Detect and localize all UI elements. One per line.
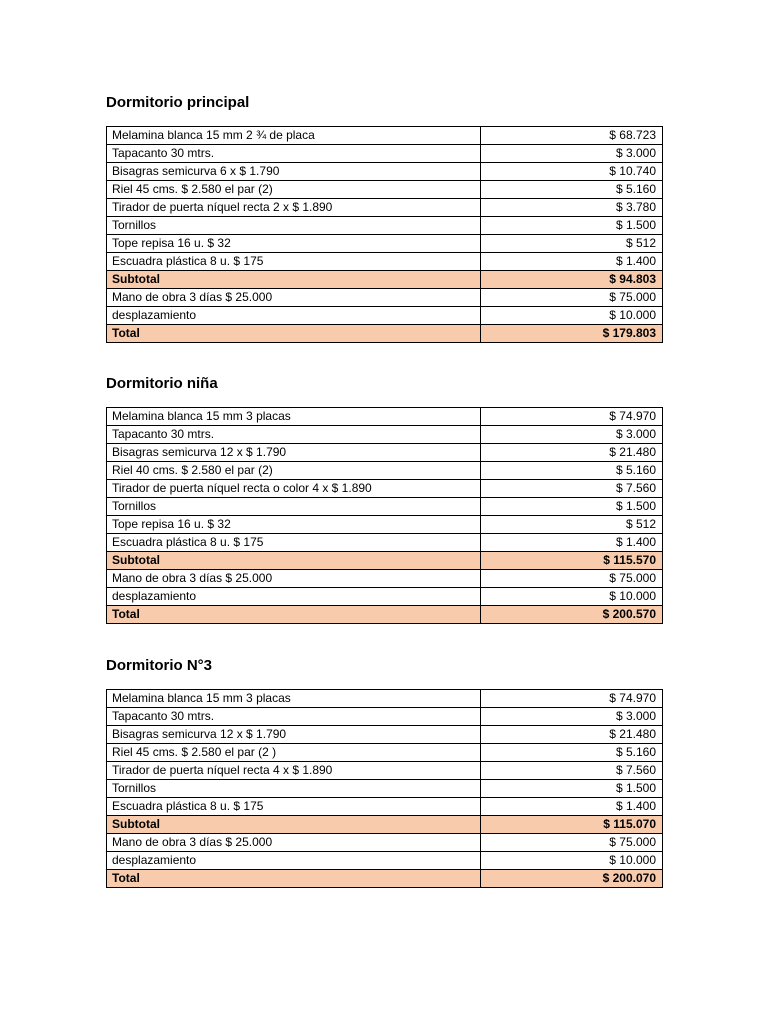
- item-amount: $ 3.000: [481, 145, 663, 163]
- item-amount: $ 75.000: [481, 834, 663, 852]
- item-description: Bisagras semicurva 12 x $ 1.790: [107, 726, 481, 744]
- item-amount: $ 10.000: [481, 307, 663, 325]
- item-description: Total: [107, 325, 481, 343]
- table-row: [107, 127, 663, 145]
- item-amount: $ 5.160: [481, 181, 663, 199]
- budget-table: [106, 689, 663, 888]
- item-amount: $ 200.570: [481, 606, 663, 624]
- table-row: [107, 780, 663, 798]
- item-description: Escuadra plástica 8 u. $ 175: [107, 798, 481, 816]
- summary-row: [107, 271, 663, 289]
- summary-row: [107, 870, 663, 888]
- item-amount: $ 75.000: [481, 570, 663, 588]
- section-title: Dormitorio principal: [106, 94, 250, 111]
- item-amount: $ 1.500: [481, 498, 663, 516]
- table-row: [107, 498, 663, 516]
- item-description: Mano de obra 3 días $ 25.000: [107, 289, 481, 307]
- item-amount: $ 115.570: [481, 552, 663, 570]
- table-row: [107, 852, 663, 870]
- table-row: [107, 444, 663, 462]
- item-amount: $ 1.500: [481, 780, 663, 798]
- item-description: Melamina blanca 15 mm 2 ¾ de placa: [107, 127, 481, 145]
- item-description: Riel 45 cms. $ 2.580 el par (2 ): [107, 744, 481, 762]
- table-row: [107, 762, 663, 780]
- table-row: [107, 199, 663, 217]
- item-description: Tapacanto 30 mtrs.: [107, 426, 481, 444]
- table-row: [107, 480, 663, 498]
- item-description: Bisagras semicurva 12 x $ 1.790: [107, 444, 481, 462]
- summary-row: [107, 552, 663, 570]
- item-description: Tirador de puerta níquel recta 4 x $ 1.890: [107, 762, 481, 780]
- item-description: Mano de obra 3 días $ 25.000: [107, 570, 481, 588]
- summary-row: [107, 325, 663, 343]
- item-amount: $ 1.400: [481, 534, 663, 552]
- item-description: Subtotal: [107, 552, 481, 570]
- item-description: Tirador de puerta níquel recta o color 4 x $ 1.890: [107, 480, 481, 498]
- item-description: Tornillos: [107, 217, 481, 235]
- section-title: Dormitorio niña: [106, 375, 218, 392]
- table-row: [107, 744, 663, 762]
- item-description: desplazamiento: [107, 588, 481, 606]
- item-description: Total: [107, 870, 481, 888]
- table-row: [107, 235, 663, 253]
- table-row: [107, 217, 663, 235]
- summary-row: [107, 816, 663, 834]
- item-amount: $ 5.160: [481, 462, 663, 480]
- table-row: [107, 408, 663, 426]
- table-row: [107, 726, 663, 744]
- item-description: Subtotal: [107, 816, 481, 834]
- item-description: Tapacanto 30 mtrs.: [107, 145, 481, 163]
- table-row: [107, 834, 663, 852]
- item-description: Tope repisa 16 u. $ 32: [107, 235, 481, 253]
- item-description: Tope repisa 16 u. $ 32: [107, 516, 481, 534]
- item-description: desplazamiento: [107, 852, 481, 870]
- item-amount: $ 10.000: [481, 588, 663, 606]
- item-description: Melamina blanca 15 mm 3 placas: [107, 408, 481, 426]
- item-amount: $ 3.000: [481, 708, 663, 726]
- item-description: Riel 40 cms. $ 2.580 el par (2): [107, 462, 481, 480]
- item-amount: $ 74.970: [481, 408, 663, 426]
- item-description: Melamina blanca 15 mm 3 placas: [107, 690, 481, 708]
- table-row: [107, 570, 663, 588]
- item-description: desplazamiento: [107, 307, 481, 325]
- budget-table: [106, 407, 663, 624]
- table-row: [107, 708, 663, 726]
- table-row: [107, 253, 663, 271]
- item-amount: $ 512: [481, 516, 663, 534]
- table-row: [107, 145, 663, 163]
- item-description: Tapacanto 30 mtrs.: [107, 708, 481, 726]
- item-description: Bisagras semicurva 6 x $ 1.790: [107, 163, 481, 181]
- budget-table: [106, 126, 663, 343]
- item-amount: $ 94.803: [481, 271, 663, 289]
- item-amount: $ 512: [481, 235, 663, 253]
- item-description: Tornillos: [107, 498, 481, 516]
- item-amount: $ 7.560: [481, 480, 663, 498]
- item-amount: $ 179.803: [481, 325, 663, 343]
- item-description: Total: [107, 606, 481, 624]
- item-amount: $ 21.480: [481, 726, 663, 744]
- item-description: Escuadra plástica 8 u. $ 175: [107, 253, 481, 271]
- item-description: Escuadra plástica 8 u. $ 175: [107, 534, 481, 552]
- item-description: Tirador de puerta níquel recta 2 x $ 1.890: [107, 199, 481, 217]
- table-row: [107, 163, 663, 181]
- table-row: [107, 181, 663, 199]
- item-amount: $ 21.480: [481, 444, 663, 462]
- table-row: [107, 289, 663, 307]
- item-amount: $ 75.000: [481, 289, 663, 307]
- table-row: [107, 534, 663, 552]
- item-amount: $ 115.070: [481, 816, 663, 834]
- item-amount: $ 3.780: [481, 199, 663, 217]
- item-amount: $ 200.070: [481, 870, 663, 888]
- item-amount: $ 5.160: [481, 744, 663, 762]
- table-row: [107, 462, 663, 480]
- item-amount: $ 1.400: [481, 253, 663, 271]
- item-amount: $ 7.560: [481, 762, 663, 780]
- item-amount: $ 3.000: [481, 426, 663, 444]
- item-description: Tornillos: [107, 780, 481, 798]
- item-amount: $ 10.740: [481, 163, 663, 181]
- item-amount: $ 74.970: [481, 690, 663, 708]
- table-row: [107, 426, 663, 444]
- item-amount: $ 1.400: [481, 798, 663, 816]
- table-row: [107, 588, 663, 606]
- item-description: Riel 45 cms. $ 2.580 el par (2): [107, 181, 481, 199]
- item-description: Mano de obra 3 días $ 25.000: [107, 834, 481, 852]
- table-row: [107, 690, 663, 708]
- item-amount: $ 10.000: [481, 852, 663, 870]
- summary-row: [107, 606, 663, 624]
- item-amount: $ 68.723: [481, 127, 663, 145]
- item-amount: $ 1.500: [481, 217, 663, 235]
- item-description: Subtotal: [107, 271, 481, 289]
- table-row: [107, 798, 663, 816]
- section-title: Dormitorio N°3: [106, 657, 213, 674]
- table-row: [107, 516, 663, 534]
- table-row: [107, 307, 663, 325]
